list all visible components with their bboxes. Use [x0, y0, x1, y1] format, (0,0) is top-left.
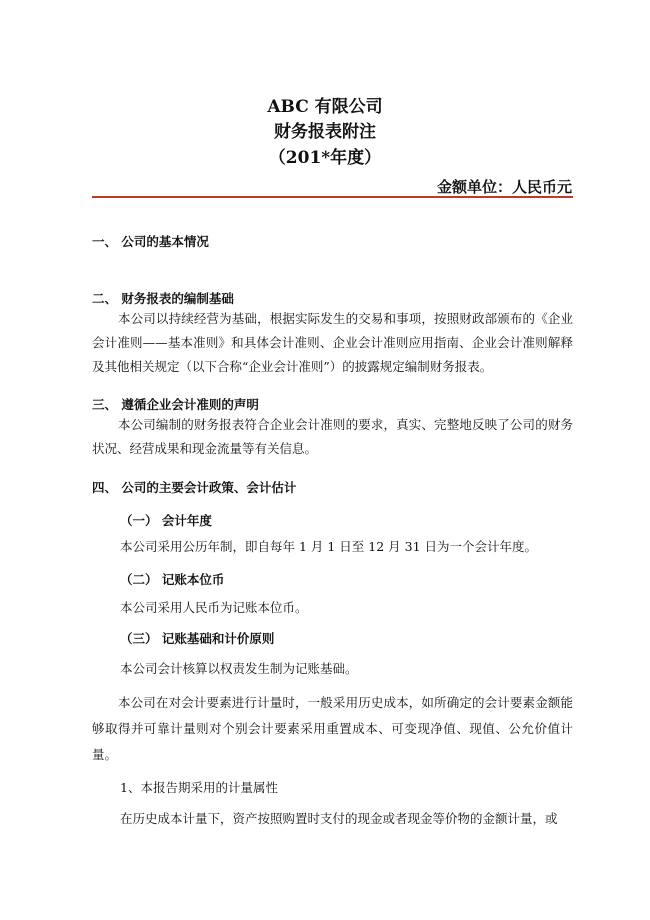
measurement-attribute-item: 1、本报告期采用的计量属性 [120, 780, 278, 795]
section-1-heading: 一、 公司的基本情况 [92, 234, 209, 249]
subsection-1-paragraph: 本公司采用公历年制，即自每年 1 月 1 日至 12 月 31 日为一个会计年度。 [120, 539, 538, 554]
subsection-3-paragraph-1: 本公司会计核算以权责发生制为记账基础。 [120, 661, 358, 676]
amount-unit: 金额单位：人民币元 [436, 178, 572, 196]
section-4-heading: 四、 公司的主要会计政策、会计估计 [92, 480, 297, 495]
section-2-heading: 二、 财务报表的编制基础 [92, 291, 234, 306]
report-year: （201*年度） [268, 148, 382, 168]
subsection-3-paragraph-3: 在历史成本计量下，资产按照购置时支付的现金或者现金等价物的金额计量，或 [120, 811, 558, 826]
header-divider [92, 196, 573, 198]
subsection-3-heading: （三） 记账基础和计价原则 [120, 631, 275, 646]
company-name: ABC 有限公司 [267, 97, 383, 117]
subsection-1-heading: （一） 会计年度 [120, 513, 212, 528]
subsection-3-paragraph-2: 本公司在对会计要素进行计量时，一般采用历史成本，如所确定的会计要素金额能够取得并可靠计量则对个别会计要素采用重置成本、可变现净值、现值、公允价值计量。 [92, 695, 573, 762]
section-3-paragraph: 本公司编制的财务报表符合企业会计准则的要求，真实、完整地反映了公司的财务状况、经营成果和现金流量等有关信息。 [92, 417, 573, 456]
subsection-2-heading: （二） 记账本位币 [120, 572, 225, 587]
document-title: 财务报表附注 [274, 122, 376, 142]
subsection-2-paragraph: 本公司采用人民币为记账本位币。 [120, 600, 308, 615]
section-2-paragraph: 本公司以持续经营为基础，根据实际发生的交易和事项，按照财政部颁布的《企业会计准则——基本准则》和具体会计准则、企业会计准则应用指南、企业会计准则解释及其他相关规定（以下合称“企业会计准则”）的披露规定编制财务报表。 [92, 311, 573, 374]
section-3-heading: 三、 遵循企业会计准则的声明 [92, 397, 259, 412]
